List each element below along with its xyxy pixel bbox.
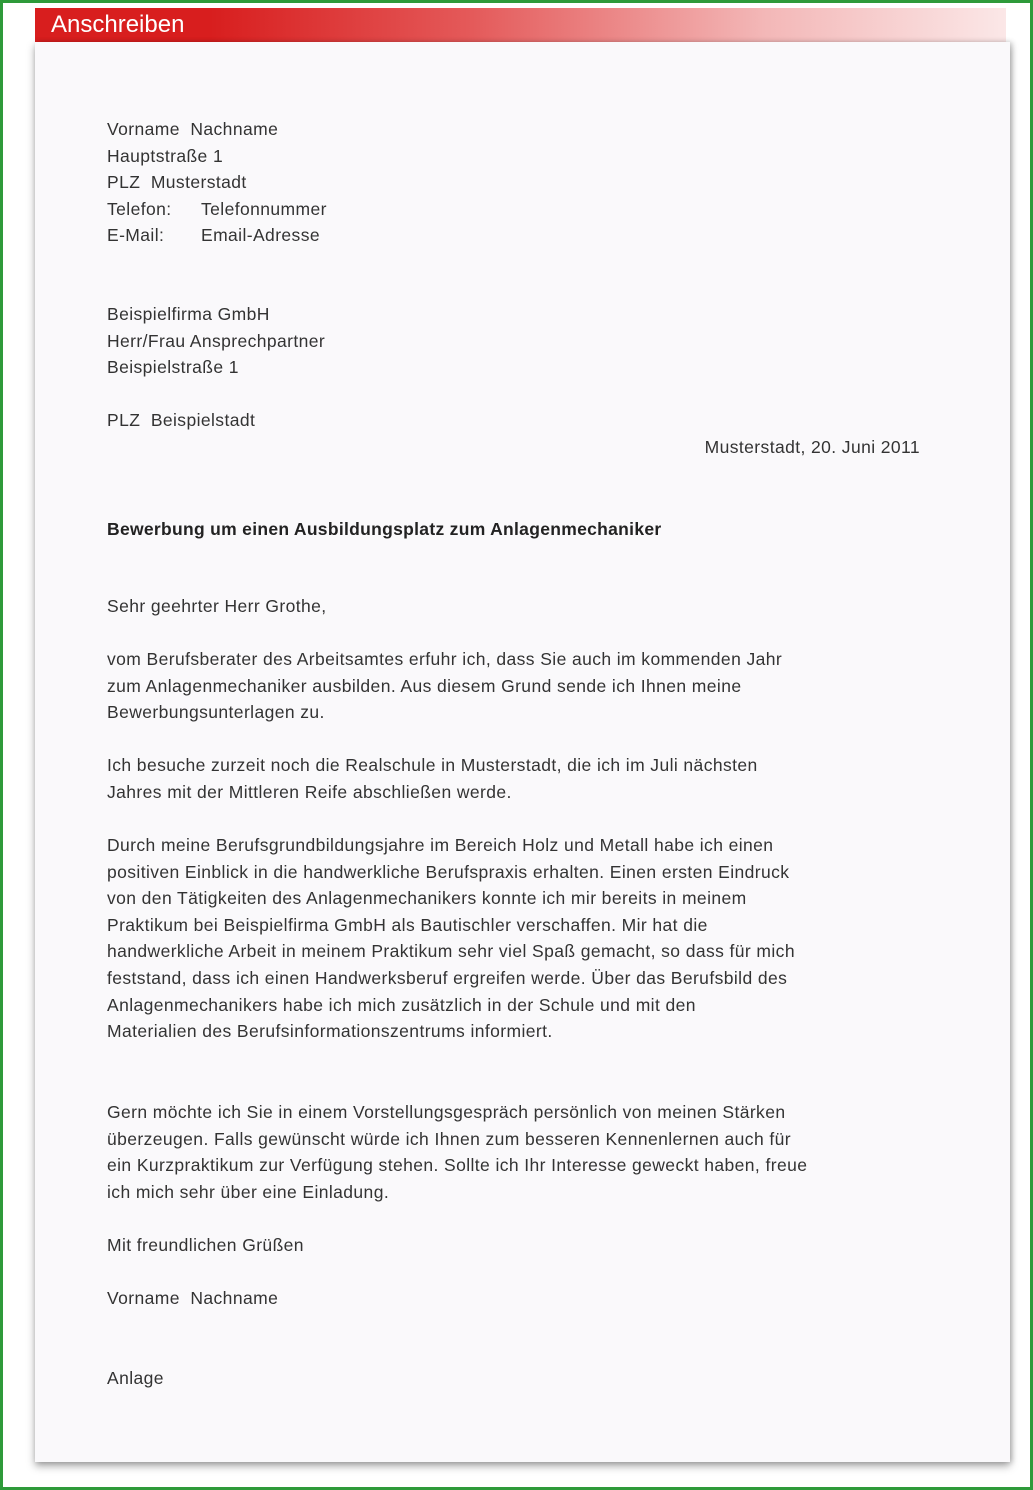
paragraph-line: Materialien des Berufsinformationszentrums informiert. xyxy=(107,1021,553,1042)
paragraph-line: überzeugen. Falls gewünscht würde ich Ihnen zum besseren Kennenlernen auch für xyxy=(107,1128,791,1149)
paragraph-line: handwerkliche Arbeit in meinem Praktikum sehr viel Spaß gemacht, so dass für mich xyxy=(107,941,795,962)
paragraph-line: Anlagenmechanikers habe ich mich zusätzlich in der Schule und mit den xyxy=(107,994,696,1015)
paragraph-line: ein Kurzpraktikum zur Verfügung stehen. Sollte ich Ihr Interesse geweckt haben, freue xyxy=(107,1155,808,1176)
paragraph-3 xyxy=(107,832,795,1045)
email-value: Email-Adresse xyxy=(201,225,320,246)
paragraph-line: vom Berufsberater des Arbeitsamtes erfuhr ich, dass Sie auch im kommenden Jahr xyxy=(107,649,783,669)
sender-name: Vorname Nachname xyxy=(107,119,279,139)
closing: Mit freundlichen Grüßen xyxy=(107,1235,304,1255)
paragraph-line: Bewerbungsunterlagen zu. xyxy=(107,702,325,723)
recipient-street: Beispielstraße 1 xyxy=(107,357,239,378)
paragraph-2 xyxy=(107,752,758,805)
sender-street: Hauptstraße 1 xyxy=(107,145,224,166)
sender-email xyxy=(107,222,327,249)
letter-page xyxy=(35,42,1010,1462)
paragraph-line: positiven Einblick in die handwerkliche Berufspraxis erhalten. Einen ersten Eindruck xyxy=(107,861,790,882)
paragraph-line: von den Tätigkeiten des Anlagenmechanikers konnte ich mir bereits in meinem xyxy=(107,888,747,909)
sender-address xyxy=(107,116,327,249)
paragraph-line: Durch meine Berufsgrundbildungsjahre im Bereich Holz und Metall habe ich einen xyxy=(107,835,774,855)
salutation: Sehr geehrter Herr Grothe, xyxy=(107,596,327,616)
phone-label: Telefon: xyxy=(107,198,172,219)
paragraph-1 xyxy=(107,646,782,726)
sender-phone xyxy=(107,196,327,223)
phone-value: Telefonnummer xyxy=(201,198,327,219)
recipient-contact: Herr/Frau Ansprechpartner xyxy=(107,330,326,351)
signature: Vorname Nachname xyxy=(107,1288,279,1308)
enclosure: Anlage xyxy=(107,1368,164,1388)
recipient-company: Beispielfirma GmbH xyxy=(107,304,270,324)
paragraph-line: Praktikum bei Beispielfirma GmbH als Bautischler verschaffen. Mir hat die xyxy=(107,914,708,935)
recipient-city: PLZ Beispielstadt xyxy=(107,410,256,430)
header-title: Anschreiben xyxy=(51,11,185,38)
paragraph-line: Ich besuche zurzeit noch die Realschule in Musterstadt, die ich im Juli nächsten xyxy=(107,755,758,775)
paragraph-line: zum Anlagenmechaniker ausbilden. Aus diesem Grund sende ich Ihnen meine xyxy=(107,675,742,696)
letter-subject: Bewerbung um einen Ausbildungsplatz zum Anlagenmechaniker xyxy=(107,519,662,539)
letter-date: Musterstadt, 20. Juni 2011 xyxy=(704,437,920,457)
paragraph-line: ich mich sehr über eine Einladung. xyxy=(107,1181,390,1202)
sender-city: PLZ Musterstadt xyxy=(107,172,247,193)
paragraph-line: Jahres mit der Mittleren Reife abschließen werde. xyxy=(107,781,512,802)
header-bar xyxy=(35,8,1006,42)
paragraph-4 xyxy=(107,1099,807,1205)
paragraph-line: feststand, dass ich einen Handwerksberuf ergreifen werde. Über das Berufsbild des xyxy=(107,967,788,988)
recipient-address xyxy=(107,301,325,381)
email-label: E-Mail: xyxy=(107,225,165,246)
paragraph-line: Gern möchte ich Sie in einem Vorstellungsgespräch persönlich von meinen Stärken xyxy=(107,1102,786,1122)
